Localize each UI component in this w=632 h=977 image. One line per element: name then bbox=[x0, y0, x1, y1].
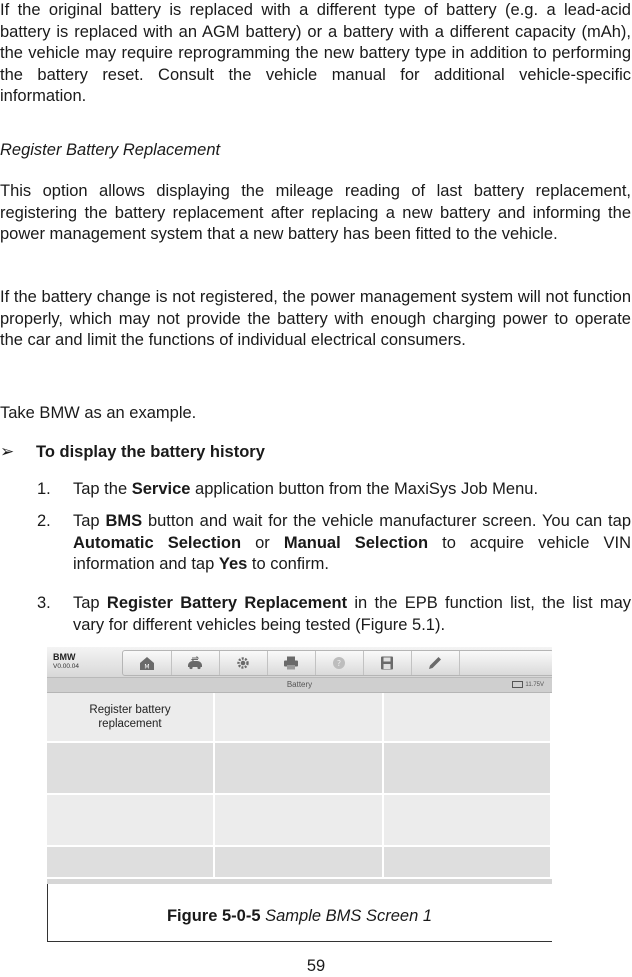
step-2 bbox=[0, 511, 631, 577]
figure-bms-screen bbox=[47, 647, 552, 942]
empty-function-cell bbox=[215, 795, 384, 847]
description-paragraph-1: This option allows displaying the mileage reading of last battery replacement, registering the battery replacement after replacing a new battery and informing the power management system that a new battery has been fitted to the vehicle. bbox=[0, 182, 631, 243]
gear-icon bbox=[234, 655, 252, 671]
help-icon bbox=[330, 655, 348, 671]
battery-voltage: 11.75V bbox=[525, 682, 544, 688]
empty-function-cell bbox=[215, 847, 384, 879]
empty-function-cell bbox=[215, 693, 384, 743]
step-text: Tap the Service application button from the MaxiSys Job Menu. bbox=[73, 480, 539, 498]
floppy-disk-icon bbox=[378, 655, 396, 671]
register-battery-replacement-button[interactable] bbox=[47, 693, 215, 743]
vehicle-swap-button[interactable] bbox=[171, 651, 220, 675]
software-version: V0.00.04 bbox=[53, 663, 80, 670]
step-text: Tap BMS button and wait for the vehicle manufacturer screen. You can tap Automatic Selection or Manual Selection to acquire vehicle VIN information and tap Yes to confirm. bbox=[73, 512, 632, 573]
app-toolbar bbox=[122, 650, 552, 676]
empty-function-cell bbox=[47, 795, 215, 847]
battery-icon bbox=[512, 681, 523, 688]
vehicle-brand bbox=[53, 652, 79, 672]
home-button[interactable] bbox=[123, 651, 172, 675]
empty-function-cell bbox=[215, 743, 384, 795]
car-swap-icon bbox=[186, 655, 204, 671]
battery-voltage-indicator bbox=[512, 680, 544, 690]
figure-frame-bottom bbox=[47, 941, 552, 942]
function-label: Register battery replacement bbox=[89, 704, 171, 730]
intro-paragraph: If the original battery is replaced with a different type of battery (e.g. a lead-acid battery is replaced with an AGM battery) or a battery with a different capacity (mAh), the vehicle may require reprogramming the new battery type in addition to performing the battery reset. Consult the vehicle manual for additional vehicle-specific information. bbox=[0, 1, 631, 105]
save-button[interactable] bbox=[363, 651, 412, 675]
step-3 bbox=[0, 593, 631, 637]
svg-text:M: M bbox=[144, 663, 150, 671]
app-screenshot bbox=[47, 647, 552, 884]
step-number: 3. bbox=[37, 594, 51, 612]
step-text: Tap Register Battery Replacement in the EPB function list, the list may vary for different vehicles being tested (Figure 5.1). bbox=[73, 594, 631, 634]
screen-title-bar bbox=[47, 678, 552, 693]
app-top-bar bbox=[47, 647, 552, 678]
edit-button[interactable] bbox=[411, 651, 460, 675]
app-status-bar bbox=[47, 879, 552, 884]
printer-icon bbox=[282, 655, 300, 671]
empty-function-cell bbox=[47, 847, 215, 879]
home-icon bbox=[138, 655, 156, 671]
empty-function-cell bbox=[384, 847, 552, 879]
caption-label: Figure 5-0-5 bbox=[166, 907, 261, 925]
empty-function-cell bbox=[384, 795, 552, 847]
caption-text: Sample BMS Screen 1 bbox=[265, 907, 433, 925]
pencil-icon bbox=[426, 655, 444, 671]
empty-function-cell bbox=[384, 693, 552, 743]
help-button[interactable] bbox=[315, 651, 364, 675]
print-button[interactable] bbox=[267, 651, 316, 675]
figure-caption bbox=[47, 906, 552, 926]
step-number: 2. bbox=[37, 512, 51, 530]
arrow-bullet-icon: ➢ bbox=[0, 442, 15, 461]
settings-button[interactable] bbox=[219, 651, 268, 675]
brand-name: BMW bbox=[53, 652, 76, 662]
step-1 bbox=[0, 479, 631, 501]
procedure-heading bbox=[0, 441, 265, 463]
step-number: 1. bbox=[37, 480, 51, 498]
description-paragraph-2: If the battery change is not registered, the power management system will not function properly, which may not provide the battery with enough charging power to operate the car and limit the functions of individual electrical consumers. bbox=[0, 288, 631, 349]
example-paragraph: Take BMW as an example. bbox=[0, 404, 197, 422]
empty-function-cell bbox=[384, 743, 552, 795]
empty-function-cell bbox=[47, 743, 215, 795]
section-title: Register Battery Replacement bbox=[0, 141, 221, 159]
page-number: 59 bbox=[306, 957, 326, 975]
screen-title: Battery bbox=[286, 680, 313, 689]
procedure-title: To display the battery history bbox=[36, 443, 265, 461]
svg-text:?: ? bbox=[336, 659, 342, 668]
